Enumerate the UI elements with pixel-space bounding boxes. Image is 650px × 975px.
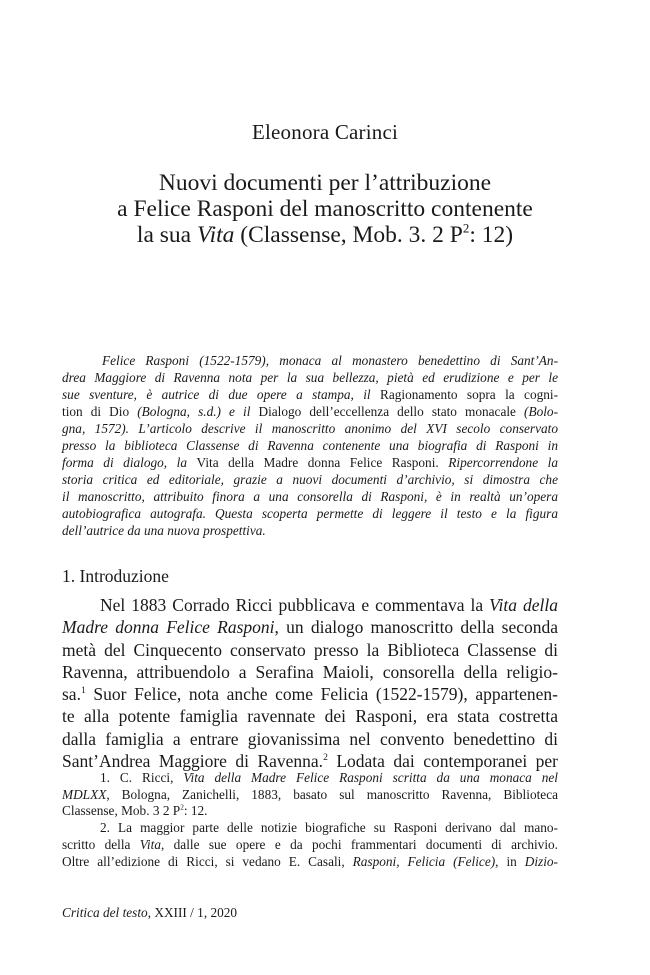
footnote-text: : 12. xyxy=(183,803,208,819)
footnote-line xyxy=(62,770,558,787)
title-italic-text: Vita xyxy=(196,222,235,248)
body-line xyxy=(62,616,558,638)
body-italic-text: Madre donna Felice Rasponi xyxy=(62,617,275,638)
journal-name: Critica del testo xyxy=(62,905,148,920)
footnote-text: Classense, Mob. 3 2 P xyxy=(62,803,181,819)
abstract-line xyxy=(62,386,558,403)
abstract xyxy=(62,352,558,539)
footnote-line xyxy=(62,787,558,804)
abstract-text: sue sventure, è autrice di due opere a stampa, il xyxy=(62,387,371,402)
body-line xyxy=(62,683,558,705)
section-heading: 1. Introduzione xyxy=(62,566,169,586)
title-line-3 xyxy=(60,222,590,248)
footnote-italic-text: Vita della Madre Felice Rasponi scritta da una monaca nel xyxy=(183,770,558,785)
author-name: Eleonora Carinci xyxy=(251,120,399,144)
footnote-italic-text: Vita xyxy=(139,836,161,852)
footnote-line: 2. La maggior parte delle notizie biografiche su Rasponi derivano dal mano- xyxy=(100,820,558,836)
body-text: Lodata dai contemporanei per xyxy=(327,751,558,772)
abstract-upright-text: Dialogo dell’eccellenza dello stato monacale xyxy=(258,404,516,419)
body-line xyxy=(62,594,558,616)
footnote-text: , dalle sue opere e da pochi frammentari documenti di archivio. xyxy=(160,836,558,852)
body-italic-text: Vita della xyxy=(489,595,558,615)
journal-issue: , XXIII / 1, 2020 xyxy=(147,905,238,920)
abstract-text: (Bologna, s.d.) e il xyxy=(137,404,251,419)
footnote-line xyxy=(62,803,558,820)
abstract-upright-text: tion di Dio xyxy=(62,404,130,419)
footnote-marker[interactable]: 1 xyxy=(80,684,86,696)
abstract-text: (Bolo- xyxy=(524,404,559,419)
abstract-line xyxy=(62,454,558,471)
footnote-text: , in xyxy=(495,853,525,869)
title-text: : 12) xyxy=(469,222,514,248)
abstract-line: dell’autrice da una nuova prospettiva. xyxy=(62,523,266,538)
title-line-2: a Felice Rasponi del manoscritto contenente xyxy=(117,196,533,222)
body-paragraph xyxy=(62,594,558,772)
body-text: , un dialogo manoscritto della seconda xyxy=(274,617,558,638)
footnote-superscript: 2 xyxy=(180,802,184,812)
footnotes xyxy=(62,770,558,870)
abstract-line: Felice Rasponi (1522-1579), monaca al monastero benedettino di Sant’An- xyxy=(102,353,558,368)
article-title xyxy=(60,170,590,248)
body-line: dalla famiglia a entrare giovanissima nel convento benedettino di xyxy=(62,728,558,749)
footnote-text: scritto della xyxy=(62,836,140,852)
footnote-line xyxy=(62,837,558,854)
abstract-text: forma di dialogo, la xyxy=(62,455,187,470)
title-line-1: Nuovi documenti per l’attribuzione xyxy=(158,170,492,196)
title-superscript: 2 xyxy=(462,220,470,236)
body-text: Nel 1883 Corrado Ricci pubblicava e commentava la xyxy=(100,595,490,615)
abstract-line: storia critica ed editoriale, grazie a nuovi documenti d’archivio, si dimostra che xyxy=(62,472,558,487)
abstract-line: il manoscritto, attribuito finora a una consorella di Rasponi, è in realtà un’opera xyxy=(62,489,558,504)
footnote-line xyxy=(62,854,558,871)
abstract-line xyxy=(62,403,558,420)
footnote-italic-text: Rasponi, Felicia (Felice) xyxy=(352,853,496,869)
title-text: (Classense, Mob. 3. 2 P xyxy=(234,222,463,248)
footnote-text: , Bologna, Zanichelli, 1883, basato sul manoscritto Ravenna, Biblioteca xyxy=(106,786,558,802)
title-text: la sua xyxy=(136,222,197,248)
footnote-text: Oltre all’edizione di Ricci, si vedano E. Casali, xyxy=(62,853,353,869)
footnote-text: 1. C. Ricci, xyxy=(100,770,184,785)
abstract-upright-text: Ragionamento sopra la cogni- xyxy=(379,387,559,402)
abstract-text: Ripercorrendone la xyxy=(448,455,558,470)
abstract-line: autobiografica autografa. Questa scoperta permette di leggere il testo e la figura xyxy=(62,506,558,521)
abstract-line: drea Maggiore di Ravenna nota per la sua bellezza, pietà ed erudizione e per le xyxy=(62,370,558,385)
abstract-upright-text: Vita della Madre donna Felice Rasponi. xyxy=(196,455,439,470)
abstract-line: gna, 1572). L’articolo descrive il manoscritto anonimo del XVI secolo conservato xyxy=(62,421,558,436)
body-text: sa. xyxy=(62,684,81,705)
body-line: te alla potente famiglia ravennate dei Rasponi, era stata costretta xyxy=(62,706,558,727)
body-line: Ravenna, attribuendolo a Serafina Maioli, consorella della religio- xyxy=(62,661,558,682)
footnote-marker[interactable]: 2 xyxy=(323,751,328,763)
body-line: metà del Cinquecento conservato presso la Biblioteca Classense di xyxy=(62,639,558,660)
running-footer xyxy=(62,905,237,921)
body-text: Sant’Andrea Maggiore di Ravenna. xyxy=(62,751,324,772)
footnote-italic-text: Dizio- xyxy=(524,853,558,869)
footnote-italic-text: MDLXX xyxy=(62,786,107,802)
abstract-line: presso la biblioteca Classense di Ravenna contenente una biografia di Rasponi in xyxy=(62,438,558,453)
body-text: Suor Felice, nota anche come Felicia (1522-1579), appartenen- xyxy=(85,684,558,705)
